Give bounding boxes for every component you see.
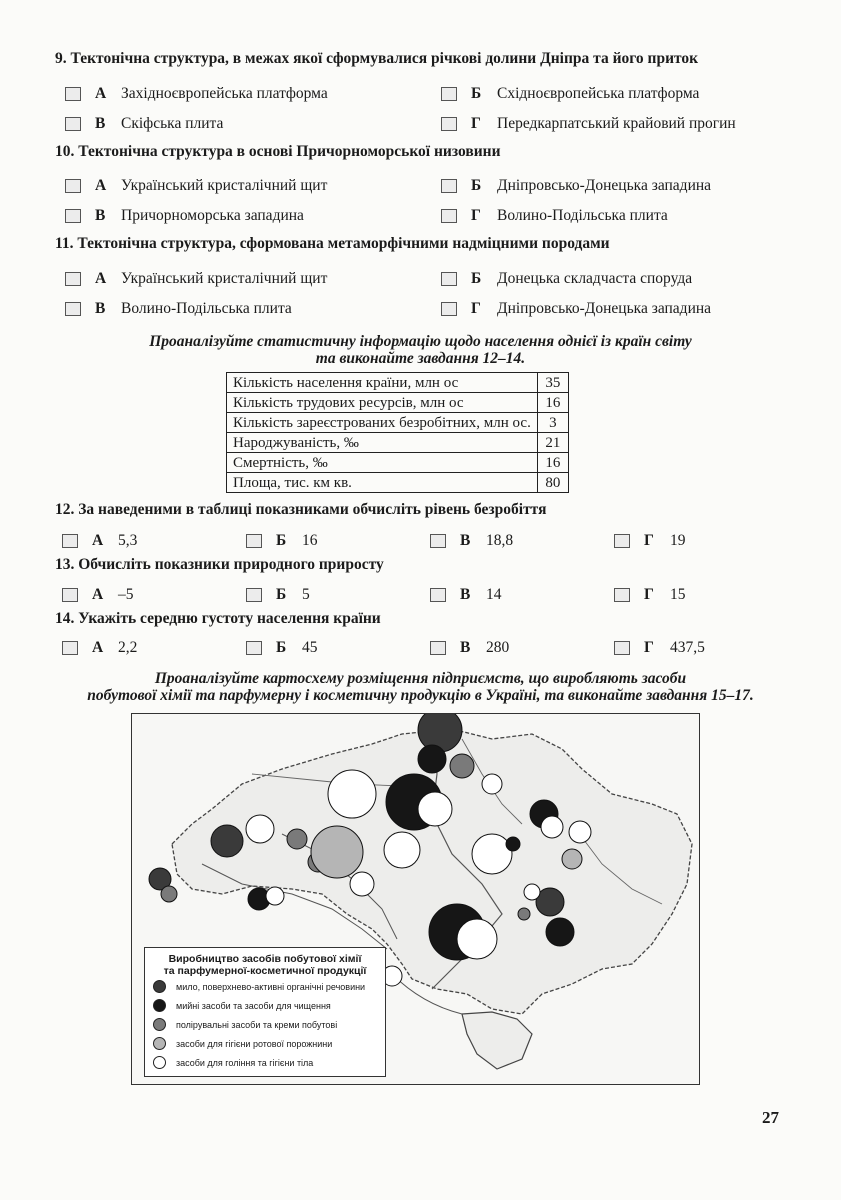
enterprise-circle: [266, 887, 284, 905]
legend-item-soap: мило, поверхнево-активні органічні речовини: [145, 977, 385, 996]
table-row: Народжуваність, ‰ 21: [227, 433, 569, 453]
q9-option-g[interactable]: Г Передкарпатський крайовий прогин: [441, 115, 736, 133]
table-row: Кількість трудових ресурсів, млн ос 16: [227, 393, 569, 413]
q10-option-b[interactable]: Б Дніпровсько-Донецька западина: [441, 177, 711, 195]
checkbox[interactable]: [614, 588, 630, 602]
q14-option-a[interactable]: А 2,2: [62, 639, 137, 657]
instruction-12-14: Проаналізуйте статистичну інформацію щодо населення однієї із країн світу та виконайте завдання 12–14.: [149, 333, 692, 367]
checkbox[interactable]: [65, 209, 81, 223]
q12-option-g[interactable]: Г 19: [614, 532, 686, 550]
question-13-text: 13. Обчисліть показники природного приросту: [55, 556, 384, 573]
enterprise-circle: [541, 816, 563, 838]
enterprise-circle: [546, 918, 574, 946]
checkbox[interactable]: [441, 302, 457, 316]
enterprise-circle: [418, 792, 452, 826]
question-12-text: 12. За наведеними в таблиці показниками обчисліть рівень безробіття: [55, 501, 547, 518]
checkbox[interactable]: [62, 588, 78, 602]
enterprise-circle: [457, 919, 497, 959]
checkbox[interactable]: [65, 117, 81, 131]
checkbox[interactable]: [65, 302, 81, 316]
enterprise-circle: [418, 745, 446, 773]
q11-option-b[interactable]: Б Донецька складчаста споруда: [441, 270, 692, 288]
q10-option-v[interactable]: В Причорноморська западина: [65, 207, 304, 225]
legend-item-oral-hygiene: засоби для гігієни ротової порожнини: [145, 1034, 385, 1053]
checkbox[interactable]: [430, 588, 446, 602]
q11-option-a[interactable]: А Український кристалічний щит: [65, 270, 327, 288]
legend-item-detergents: мийні засоби та засоби для чищення: [145, 996, 385, 1015]
circle-icon: [153, 1056, 166, 1069]
checkbox[interactable]: [65, 179, 81, 193]
enterprise-circle: [450, 754, 474, 778]
checkbox[interactable]: [246, 534, 262, 548]
q9-option-v[interactable]: В Скіфська плита: [65, 115, 223, 133]
enterprise-circle: [506, 837, 520, 851]
checkbox[interactable]: [65, 87, 81, 101]
circle-icon: [153, 999, 166, 1012]
enterprise-circle: [524, 884, 540, 900]
table-row: Площа, тис. км кв. 80: [227, 473, 569, 493]
q10-option-g[interactable]: Г Волино-Подільська плита: [441, 207, 668, 225]
instruction-15-17: Проаналізуйте картосхему розміщення підприємств, що виробляють засоби побутової хімії та парфумерну і косметичну продукцію в Україні, та виконайте завдання 15–17.: [87, 670, 754, 704]
q11-option-g[interactable]: Г Дніпровсько-Донецька западина: [441, 300, 711, 318]
enterprise-circle: [311, 826, 363, 878]
question-14-text: 14. Укажіть середню густоту населення країни: [55, 610, 381, 627]
q14-option-b[interactable]: Б 45: [246, 639, 318, 657]
checkbox[interactable]: [441, 179, 457, 193]
q14-option-g[interactable]: Г 437,5: [614, 639, 705, 657]
enterprise-circle: [569, 821, 591, 843]
enterprise-circle: [472, 834, 512, 874]
enterprise-circle: [328, 770, 376, 818]
question-9-text: 9. Тектонічна структура, в межах якої сформувалися річкові долини Дніпра та його приток: [55, 50, 699, 67]
checkbox[interactable]: [62, 534, 78, 548]
enterprise-circle: [518, 908, 530, 920]
q13-option-v[interactable]: В 14: [430, 586, 502, 604]
question-10-text: 10. Тектонічна структура в основі Причорноморської низовини: [55, 143, 501, 160]
q12-option-v[interactable]: В 18,8: [430, 532, 513, 550]
q12-option-b[interactable]: Б 16: [246, 532, 318, 550]
circle-icon: [153, 1037, 166, 1050]
enterprise-circle: [246, 815, 274, 843]
q13-option-a[interactable]: А –5: [62, 586, 134, 604]
enterprise-circle: [350, 872, 374, 896]
circle-icon: [153, 1018, 166, 1031]
checkbox[interactable]: [246, 641, 262, 655]
checkbox[interactable]: [441, 209, 457, 223]
checkbox[interactable]: [430, 641, 446, 655]
legend-item-shaving: засоби для гоління та гігієни тіла: [145, 1053, 385, 1072]
ukraine-enterprise-map: [131, 713, 700, 1085]
q12-option-a[interactable]: А 5,3: [62, 532, 137, 550]
question-11-text: 11. Тектонічна структура, сформована метаморфічними надміцними породами: [55, 235, 610, 252]
page-number: 27: [762, 1108, 779, 1127]
checkbox[interactable]: [441, 87, 457, 101]
enterprise-circle: [562, 849, 582, 869]
q11-option-v[interactable]: В Волино-Подільська плита: [65, 300, 292, 318]
enterprise-circle: [482, 774, 502, 794]
checkbox[interactable]: [62, 641, 78, 655]
table-row: Кількість зареєстрованих безробітних, млн ос. 3: [227, 413, 569, 433]
checkbox[interactable]: [65, 272, 81, 286]
q14-option-v[interactable]: В 280: [430, 639, 509, 657]
circle-icon: [153, 980, 166, 993]
checkbox[interactable]: [441, 117, 457, 131]
checkbox[interactable]: [441, 272, 457, 286]
enterprise-circle: [384, 832, 420, 868]
table-row: Кількість населення країни, млн ос 35: [227, 373, 569, 393]
enterprise-circle: [161, 886, 177, 902]
checkbox[interactable]: [246, 588, 262, 602]
map-legend: Виробництво засобів побутової хімії та парфумерної-косметичної продукції мило, поверхнево-активні органічні речовини мийні засоби та засоби для чищення полірувальні засоби та креми побутові засоби для гігієни ротової порожнини засоби для гоління та гігієни тіла: [144, 947, 386, 1077]
checkbox[interactable]: [614, 534, 630, 548]
checkbox[interactable]: [614, 641, 630, 655]
q9-option-a[interactable]: А Західноєвропейська платформа: [65, 85, 328, 103]
q10-option-a[interactable]: А Український кристалічний щит: [65, 177, 327, 195]
enterprise-circle: [211, 825, 243, 857]
q13-option-g[interactable]: Г 15: [614, 586, 686, 604]
statistics-table: [226, 372, 569, 493]
table-row: Смертність, ‰ 16: [227, 453, 569, 473]
q9-option-b[interactable]: Б Східноєвропейська платформа: [441, 85, 699, 103]
enterprise-circle: [418, 714, 462, 752]
q13-option-b[interactable]: Б 5: [246, 586, 310, 604]
enterprise-circle: [287, 829, 307, 849]
legend-item-polishes: полірувальні засоби та креми побутові: [145, 1015, 385, 1034]
checkbox[interactable]: [430, 534, 446, 548]
